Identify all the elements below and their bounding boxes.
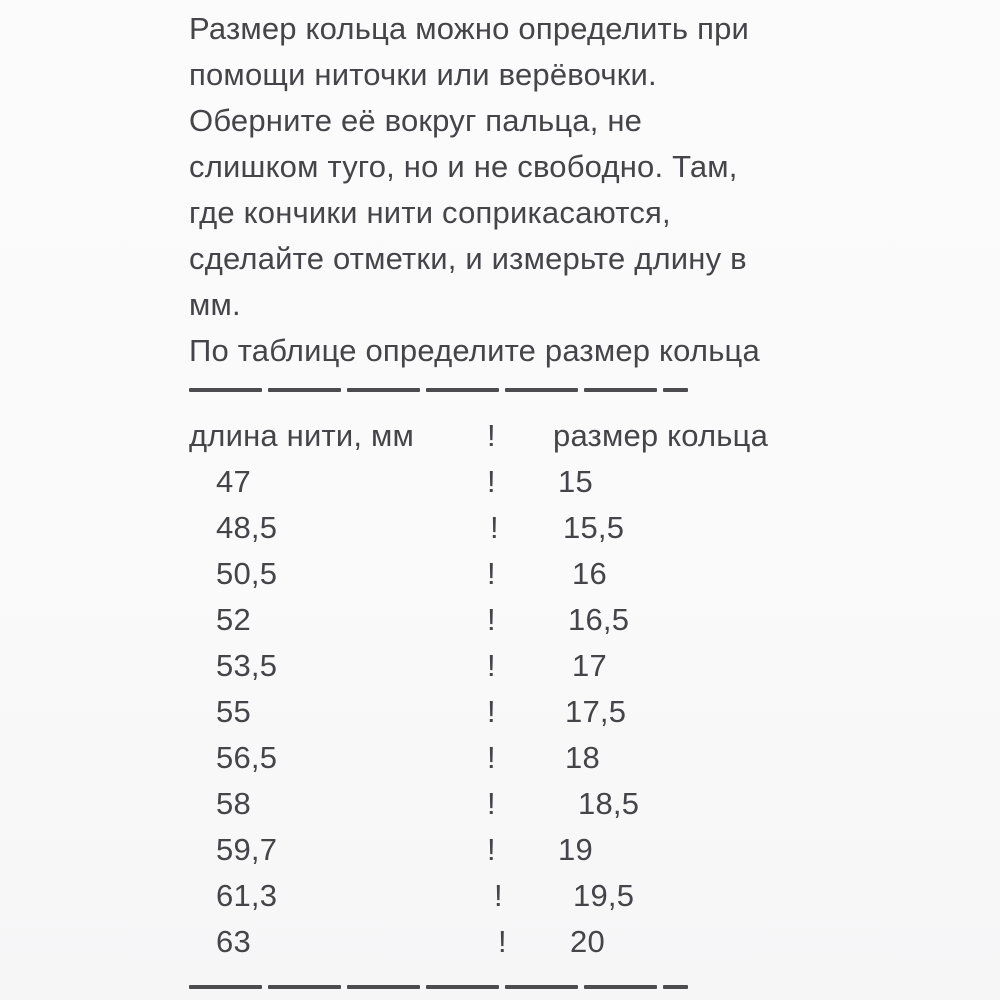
size-cell: 16 xyxy=(572,556,607,591)
table-row xyxy=(189,643,829,689)
separator-cell: ! xyxy=(487,464,496,499)
length-cell: 61,3 xyxy=(216,878,278,913)
divider-segment xyxy=(268,388,341,392)
table-row xyxy=(189,919,829,965)
size-cell: 15 xyxy=(558,464,593,499)
length-cell: 48,5 xyxy=(216,510,278,545)
separator-cell: ! xyxy=(487,648,496,683)
table-row xyxy=(189,781,829,827)
divider-segment xyxy=(663,388,688,392)
separator-cell: ! xyxy=(494,878,503,913)
divider-segment xyxy=(426,985,499,989)
size-cell: 16,5 xyxy=(568,602,630,637)
divider-segment xyxy=(189,388,262,392)
separator-cell: ! xyxy=(487,786,496,821)
length-cell: 58 xyxy=(216,786,251,821)
table-bottom-divider xyxy=(189,985,829,989)
table-row xyxy=(189,827,829,873)
size-cell: 20 xyxy=(570,924,605,959)
length-cell: 63 xyxy=(216,924,251,959)
size-cell: 19,5 xyxy=(573,878,635,913)
intro-line: слишком туго, но и не свободно. Там, xyxy=(189,149,738,184)
size-cell: 15,5 xyxy=(563,510,625,545)
table-header-row xyxy=(189,413,829,459)
separator-cell: ! xyxy=(487,602,496,637)
divider-segment xyxy=(584,388,657,392)
separator-cell: ! xyxy=(487,694,496,729)
table-row xyxy=(189,735,829,781)
intro-line: мм. xyxy=(189,287,241,322)
intro-paragraph xyxy=(189,6,829,374)
separator-cell: ! xyxy=(490,510,499,545)
divider-segment xyxy=(505,388,578,392)
length-column-header: длина нити, мм xyxy=(189,418,415,453)
separator-cell: ! xyxy=(487,556,496,591)
intro-line: Размер кольца можно определить при xyxy=(189,11,750,46)
size-cell: 18,5 xyxy=(578,786,640,821)
size-cell: 18 xyxy=(565,740,600,775)
length-cell: 55 xyxy=(216,694,251,729)
text-content xyxy=(189,6,829,989)
intro-line: По таблице определите размер кольца xyxy=(189,333,760,368)
table-row xyxy=(189,873,829,919)
size-cell: 17,5 xyxy=(565,694,627,729)
column-separator: ! xyxy=(487,418,496,453)
size-column-header: размер кольца xyxy=(553,418,769,453)
length-cell: 52 xyxy=(216,602,251,637)
divider-segment xyxy=(426,388,499,392)
size-cell: 17 xyxy=(572,648,607,683)
size-cell: 19 xyxy=(558,832,593,867)
ring-size-table xyxy=(189,413,829,965)
divider-segment xyxy=(584,985,657,989)
intro-line: помощи ниточки или верёвочки. xyxy=(189,57,657,92)
intro-line: где кончики нити соприкасаются, xyxy=(189,195,671,230)
divider-segment xyxy=(347,388,420,392)
table-row xyxy=(189,505,829,551)
intro-line: Оберните её вокруг пальца, не xyxy=(189,103,643,138)
divider-segment xyxy=(505,985,578,989)
length-cell: 50,5 xyxy=(216,556,278,591)
divider-segment xyxy=(189,985,262,989)
intro-line: сделайте отметки, и измерьте длину в xyxy=(189,241,747,276)
length-cell: 47 xyxy=(216,464,251,499)
table-row xyxy=(189,597,829,643)
table-top-divider xyxy=(189,388,829,392)
divider-segment xyxy=(347,985,420,989)
table-row xyxy=(189,459,829,505)
table-row xyxy=(189,551,829,597)
separator-cell: ! xyxy=(487,740,496,775)
separator-cell: ! xyxy=(487,832,496,867)
length-cell: 56,5 xyxy=(216,740,278,775)
length-cell: 59,7 xyxy=(216,832,278,867)
divider-segment xyxy=(663,985,688,989)
separator-cell: ! xyxy=(498,924,507,959)
length-cell: 53,5 xyxy=(216,648,278,683)
table-row xyxy=(189,689,829,735)
divider-segment xyxy=(268,985,341,989)
